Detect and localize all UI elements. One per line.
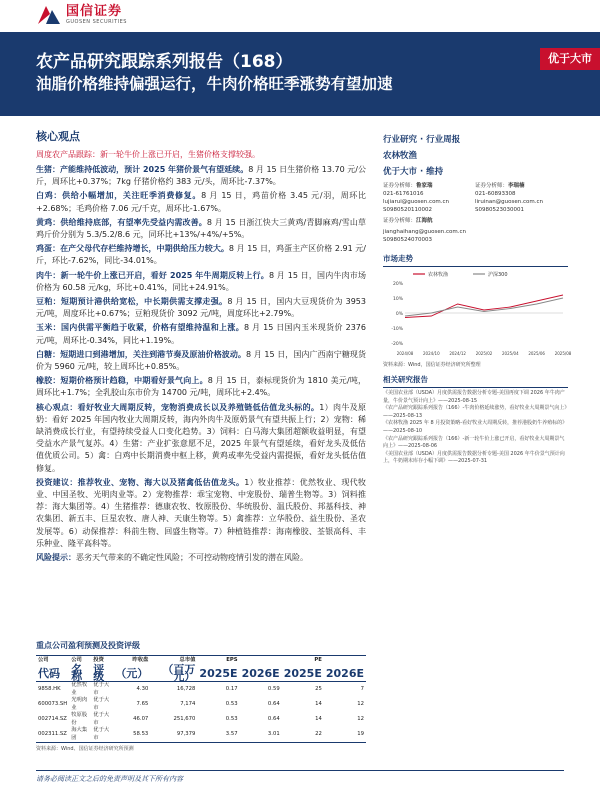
main-column [36, 128, 366, 566]
risk-head: 风险提示： [36, 553, 76, 563]
table-row [36, 697, 366, 712]
table-cell: 12 [357, 715, 364, 722]
market-chart-svg [383, 269, 572, 359]
table-header-cell: 2026E [324, 665, 366, 682]
table-cell: 97,379 [150, 727, 197, 743]
table-row [36, 682, 366, 698]
y-tick-label: 0% [395, 312, 403, 317]
analyst-label: 证券分析师： [475, 183, 509, 189]
analyst-cert: S0980523030001 [475, 207, 524, 213]
table-title: 重点公司盈利预测及投资评级 [36, 641, 140, 650]
table-cell: 优于大市 [93, 697, 110, 711]
table-header-cell: （百万元） [150, 665, 197, 682]
table-cell: 002714.SZ [38, 715, 67, 722]
rating-badge: 优于大市 [540, 48, 600, 70]
commodity-body: 8 月 15 日，鸡蛋主产区价格 2.91 元/斤，环比-7.62%，同比-34.01%。 [36, 244, 366, 266]
investment-head: 投资建议：推荐牧业、宠物、海大以及猪禽低估值龙头。 [36, 477, 245, 487]
sector-label: 农林牧渔 [383, 151, 418, 161]
investment-paragraph [36, 477, 366, 550]
industry-label: 行业研究 · 行业周报 [383, 135, 461, 145]
intro-line: 周度农产品跟踪：新一轮牛价上涨已开启，生猪价格支撑较强。 [36, 150, 260, 159]
analyst-phone: 021-60893308 [475, 191, 516, 197]
analyst-cert: S0980520110002 [383, 207, 432, 213]
commodity-paragraph [36, 164, 366, 188]
table-source: 资料来源：Wind、国信证券经济研究所预测 [36, 746, 134, 752]
table-cell: 12 [357, 700, 364, 707]
y-tick-label: 20% [392, 282, 403, 287]
commodity-paragraphs [36, 164, 366, 400]
forecast-table-section [36, 640, 366, 752]
commodity-paragraph [36, 190, 366, 214]
table-cell: 251,670 [173, 715, 196, 722]
table-cell: 25 [315, 685, 322, 692]
table-cell: 优于大市 [93, 682, 110, 696]
table-header-cell: 2026E [241, 666, 280, 680]
commodity-head: 白糖：短期进口到港增加，关注到港节奏及原油价格波动。 [36, 349, 247, 359]
table-cell: 优于大市 [93, 712, 110, 726]
section-title: 核心观点 [36, 130, 80, 143]
x-tick-label: 2024/08 [396, 351, 414, 356]
table-header-cell [240, 656, 282, 666]
table-cell: 光明肉业 [71, 697, 88, 711]
series-line [405, 295, 563, 318]
table-cell: 海大集团 [69, 727, 91, 743]
table-cell: 22 [282, 727, 324, 743]
x-tick-label: 2024/12 [449, 351, 466, 356]
table-header-row [36, 665, 366, 682]
analyst-label: 证券分析师： [383, 183, 417, 189]
y-tick-label: 10% [392, 297, 403, 302]
related-report-link[interactable]: 《美国农业部（USDA）月度供需报告数据分析专题-美国再度下调 2026 年牛肉产量，牛价景气预计向上》——2025-08-15 [383, 390, 565, 404]
commodity-head: 橡胶：短期价格预计趋稳，中期看好景气向上。 [36, 376, 208, 386]
analyst-email[interactable]: jianghaihang@guosen.com.cn [383, 229, 466, 235]
sidebar [383, 134, 572, 466]
table-cell: 600073.SH [38, 700, 68, 707]
analyst-label: 证券分析师： [383, 218, 417, 224]
table-header-cell: 名称 [69, 665, 91, 682]
table-cell: 14 [315, 700, 322, 707]
table-cell: 牧原股份 [71, 712, 88, 726]
commodity-head: 鸡蛋：在产父母代存栏维持增长，中期供给压力较大。 [36, 244, 229, 254]
table-cell: 46.07 [133, 715, 149, 722]
table-header-cell: PE [282, 656, 324, 666]
table-header-cell: 评级 [91, 665, 113, 682]
commodity-head: 肉牛：新一轮牛价上涨已开启，看好 2025 年牛周期反转上行。 [36, 270, 269, 280]
table-header-cell: （元） [115, 666, 149, 680]
analyst-list [383, 182, 568, 247]
table-cell: 0.59 [267, 685, 280, 692]
risk-body: 恶劣天气带来的不确定性风险；不可控动物疫情引发的潜在风险。 [76, 553, 308, 563]
table-header-cell: 投资 [91, 656, 113, 666]
logo-mark-icon [36, 4, 62, 26]
core-view-paragraph [36, 402, 366, 475]
x-tick-label: 2025/08 [554, 351, 572, 356]
analyst-card [475, 182, 567, 214]
market-chart [383, 269, 572, 359]
commodity-paragraph [36, 375, 366, 399]
table-cell: 0.53 [225, 700, 238, 707]
analyst-card [383, 182, 475, 214]
footer-disclaimer: 请务必阅读正文之后的免责声明及其下所有内容 [36, 770, 564, 784]
table-header-cell: EPS [197, 656, 239, 666]
table-header-cell: 公司 [36, 656, 69, 666]
report-title: 农产品研究跟踪系列报告（168） [36, 52, 293, 72]
commodity-paragraph [36, 296, 366, 320]
x-tick-label: 2025/02 [475, 351, 493, 356]
commodity-head: 豆粕：短期预计港供给宽松，中长期供需支撑走强。 [36, 297, 228, 307]
commodity-body: 8 月 15 日，国内广西南宁糖现货价为 5960 元/吨，较上周环比+0.85%。 [36, 349, 366, 372]
commodity-body: 8 月 15 日浙江快大三黄鸡/青脚麻鸡/雪山草鸡斤价分别为 5.3/5.2/8.6 元，同环比+13%/+4%/+5%。 [36, 217, 366, 240]
analyst-card [383, 217, 475, 225]
table-cell: 7.65 [136, 700, 149, 707]
rating-line: 优于大市 · 维持 [383, 167, 444, 177]
commodity-head: 白鸡：供给小幅增加，关注旺季消费修复。 [36, 191, 202, 201]
analyst-name: 江海航 [416, 218, 433, 224]
table-cell: 002311.SZ [36, 727, 69, 743]
table-cell: 优于大市 [91, 727, 113, 743]
core-view-body: 1）肉牛及原奶：看好 2025 年国内牧业大周期反转，海内外肉牛及原奶景气有望共振上行；2）宠物：稀缺消费成长行业，有望持续受益人口变化趋势。3）饲料：白马海大集团超额收益明显，有望受益水产景气复苏。4）生猪：产业扩张意愿不足，2025 年景气有望延续，看好龙头及低估值优质公司。5）禽：白鸡中长期消费中枢上移，黄鸡或率先受益内需提振，看好龙头低估值修复。 [36, 402, 366, 473]
commodity-head: 黄鸡：供给维持底部，有望率先受益内需改善。 [36, 217, 207, 227]
commodity-body: 8 月 15 日，鸡苗价格 3.45 元/羽，周环比+2.68%；毛鸡价格 7.06 元/千克，周环比-1.67%。 [36, 191, 366, 213]
table-cell: 7,174 [180, 700, 196, 707]
y-tick-label: -10% [391, 327, 403, 332]
table-row [36, 712, 366, 727]
table-cell: 9858.HK [38, 685, 61, 692]
related-title: 相关研究报告 [383, 374, 568, 388]
x-tick-label: 2024/10 [423, 351, 440, 356]
forecast-table [36, 655, 366, 743]
x-tick-label: 2025/06 [528, 351, 545, 356]
related-report-link[interactable]: 《农林牧渔 2025 年 8 月投资策略-看好牧业大周期反转，推荐港股奶牛养殖标的》——2025-08-10 [383, 420, 568, 434]
risk-paragraph [36, 552, 366, 564]
x-tick-label: 2025/04 [502, 351, 519, 356]
analyst-cert: S0980524070003 [383, 237, 432, 243]
legend-label: 沪深300 [488, 272, 508, 278]
logo-cn-text: 国信证券 [66, 4, 123, 19]
y-tick-label: -20% [391, 342, 403, 347]
related-report-link[interactable]: 《农产品研究跟踪系列报告（166）-牛肉价格延续涨势，看好牧业大周期景气向上》——2025-08-13 [383, 405, 567, 419]
company-logo [36, 4, 127, 26]
chart-source: 资料来源：Wind，国信证券经济研究所整理 [383, 362, 481, 368]
table-cell: 14 [315, 715, 322, 722]
table-header-cell: 总市值 [150, 656, 197, 666]
table-cell: 3.57 [197, 727, 239, 743]
table-cell: 7 [360, 685, 364, 692]
investment-body: 1）牧业推荐：优然牧业、现代牧业、中国圣牧、光明肉业等。2）宠物推荐：乖宝宠物、中宠股份、瑞普生物等。3）饲料推荐：海大集团等。4）生猪推荐：德康农牧、牧原股份、华统股份、温氏股份、邦基科技、神农集团、新五丰、巨星农牧、唐人神、天康生物等。5）禽推荐：立华股份、益生股份、圣农发展等。6）动保推荐：科前生物、回盛生物等。7）种植链推荐：海南橡胶、荃银高科、丰乐种业、隆平高科等。 [36, 477, 367, 548]
table-cell: 19 [324, 727, 366, 743]
commodity-body: 8 月 15 日国内玉米现货价 2376 元/吨，周环比-0.34%，同比+1.19%。 [36, 323, 366, 345]
table-cell: 4.30 [136, 685, 149, 692]
table-header-cell: 公司 [69, 656, 91, 666]
analyst-name: 李瑞楠 [508, 183, 525, 189]
report-subtitle: 油脂价格维持偏强运行，牛肉价格旺季涨势有望加速 [36, 75, 393, 93]
table-cell: 0.64 [267, 715, 280, 722]
commodity-head: 玉米：国内供需平衡趋于收紧，价格有望维持温和上涨。 [36, 323, 245, 333]
commodity-body: 8 月 15 日生猪价格 13.70 元/公斤，周环比+0.37%；7kg 仔猪价格约 383 元/头，周环比-7.37%。 [36, 165, 366, 187]
commodity-paragraph [36, 349, 366, 373]
commodity-body: 8 月 15 日，泰标现货价为 1810 美元/吨，周环比+1.7%；全乳胶山东市价为 14700 元/吨，周环比+2.4%。 [36, 376, 366, 398]
related-report-link[interactable]: 《农产品研究跟踪系列报告（166）-新一轮牛价上涨已开启，看好牧业大周期景气向上》——2025-08-06 [383, 435, 565, 450]
table-header-row [36, 656, 366, 666]
analyst-phone: 021-61761016 [383, 191, 424, 197]
related-list [383, 390, 568, 466]
commodity-body: 8 月 15 日，国内牛肉市场价格为 60.58 元/kg，环比+0.41%，同比+24.91%。 [36, 270, 366, 292]
commodity-paragraph [36, 322, 366, 346]
table-header-cell: 2025E [283, 666, 322, 680]
commodity-body: 8 月 15 日，国内大豆现货价为 3953 元/吨，周度环比+0.67%；豆粕现货价 3092 元/吨，周度环比+2.79%。 [36, 297, 366, 319]
table-cell: 58.53 [113, 727, 150, 743]
related-report-link[interactable]: 《美国农业部（USDA）月度供需报告数据分析专题-美国 2026 年牛价景气预计向上，牛奶期末库存小幅下调》——2025-07-31 [383, 450, 565, 465]
table-cell: 16,728 [176, 685, 196, 692]
table-header-cell: 昨收盘 [113, 656, 150, 666]
commodity-head: 生猪：产能维持低波动，预计 2025 年猪价景气有望延续。 [36, 165, 249, 174]
analyst-contact [383, 228, 568, 244]
table-header-cell [324, 656, 366, 666]
table-cell: 0.64 [267, 700, 280, 707]
table-row [36, 727, 366, 743]
table-cell: 0.17 [225, 685, 238, 692]
core-view-head: 核心观点：看好牧业大周期反转，宠物消费成长以及养殖链低估值龙头标的。 [36, 402, 320, 412]
table-header-cell: 代码 [36, 665, 69, 682]
logo-en-text: GUOSEN SECURITIES [66, 19, 127, 25]
analyst-email[interactable]: lujiarui@guosen.com.cn [383, 199, 450, 205]
commodity-paragraph [36, 270, 366, 294]
top-bar [0, 0, 600, 32]
legend-label: 农林牧渔 [428, 272, 449, 278]
table-header-cell: 2025E [199, 666, 238, 680]
analyst-name: 鲁家瑞 [416, 183, 433, 189]
table-body [36, 682, 366, 743]
table-cell: 0.53 [225, 715, 238, 722]
market-trend-title: 市场走势 [383, 253, 568, 267]
analyst-email[interactable]: liruinan@guosen.com.cn [475, 199, 544, 205]
table-cell: 3.01 [240, 727, 282, 743]
table-cell: 优然牧业 [71, 682, 88, 696]
commodity-paragraph [36, 217, 366, 241]
commodity-paragraph [36, 243, 366, 267]
